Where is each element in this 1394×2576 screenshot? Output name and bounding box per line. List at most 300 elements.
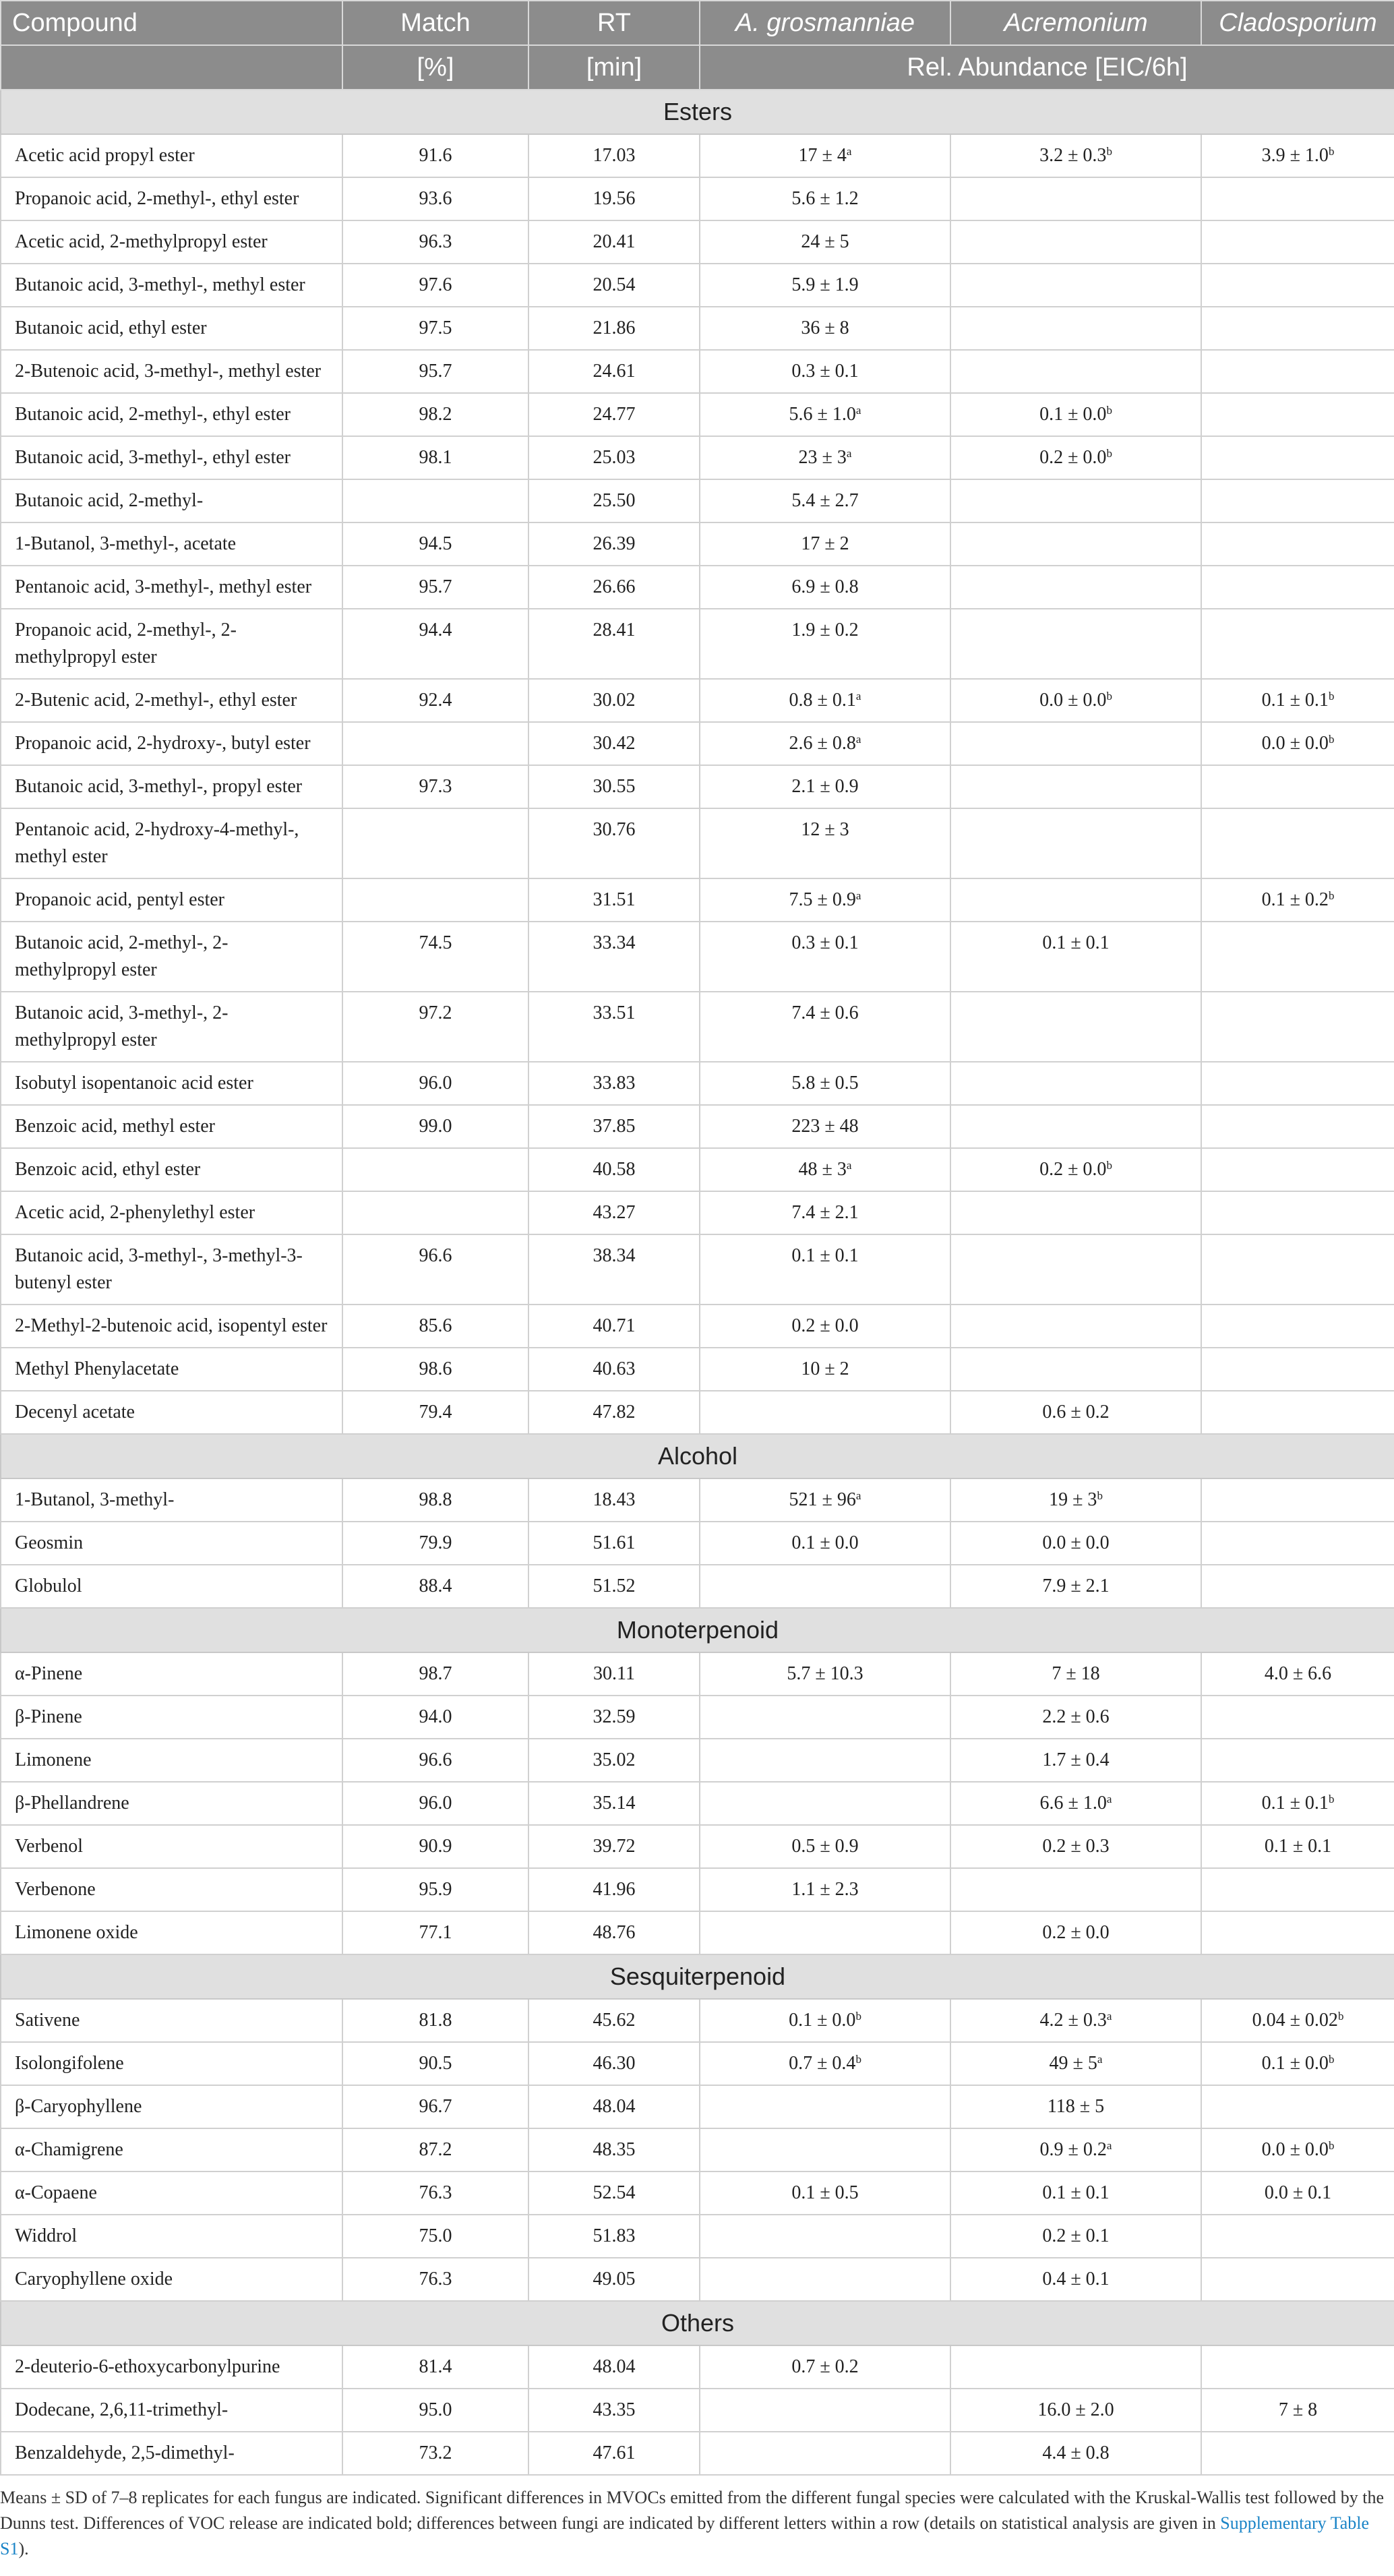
match-value-cell: [342, 722, 528, 765]
significance-letter: b: [1328, 690, 1335, 702]
table-row: [1, 1999, 1394, 2042]
table-row: [1, 878, 1394, 922]
compound-name-cell: [1, 393, 342, 436]
compound-name-cell: [1, 264, 342, 307]
match-value: 81.4: [419, 2356, 452, 2377]
a-grosmanniae-value: 12 ± 3: [801, 819, 849, 840]
acremonium-value: 7.9 ± 2.1: [1042, 1576, 1110, 1596]
a-grosmanniae-value: 7.4 ± 0.6: [791, 1002, 859, 1023]
a-grosmanniae-value-cell: [700, 479, 950, 522]
rt-value-cell: [528, 922, 700, 992]
rt-value-cell: [528, 722, 700, 765]
rt-value: 18.43: [593, 1489, 636, 1510]
match-value: 81.8: [419, 2010, 452, 2031]
a-grosmanniae-value: 36 ± 8: [801, 318, 849, 338]
cladosporium-value-cell: [1201, 1739, 1394, 1782]
table-row: [1, 992, 1394, 1062]
table-row: [1, 2042, 1394, 2085]
cladosporium-value-cell: [1201, 992, 1394, 1062]
cladosporium-value-cell: [1201, 2345, 1394, 2389]
acremonium-value-cell: [950, 436, 1201, 479]
rt-value: 17.03: [593, 145, 636, 166]
match-value: 73.2: [419, 2443, 452, 2463]
cladosporium-value-cell: [1201, 722, 1394, 765]
match-value-cell: [342, 1391, 528, 1434]
match-value-cell: [342, 2389, 528, 2432]
rt-value: 21.86: [593, 318, 636, 338]
a-grosmanniae-value: 2.1 ± 0.9: [791, 776, 859, 797]
rt-value-cell: [528, 2171, 700, 2215]
acremonium-value-cell: [950, 992, 1201, 1062]
rt-value-cell: [528, 2128, 700, 2171]
supplementary-table-link[interactable]: Supplementary Table S1: [0, 2513, 1370, 2558]
acremonium-value-cell: [950, 1825, 1201, 1868]
cladosporium-value-cell: [1201, 1522, 1394, 1565]
rt-value: 20.41: [593, 231, 636, 252]
compound-name: Pentanoic acid, 3-methyl-, methyl ester: [15, 576, 312, 597]
rt-value-cell: [528, 1348, 700, 1391]
compound-name-cell: [1, 1565, 342, 1608]
match-value: 95.9: [419, 1879, 452, 1900]
match-value: 98.7: [419, 1663, 452, 1684]
rt-value: 40.71: [593, 1315, 636, 1336]
cladosporium-value: 0.0 ± 0.0: [1261, 2139, 1329, 2160]
compound-name-cell: [1, 679, 342, 722]
cladosporium-value-cell: [1201, 1478, 1394, 1522]
a-grosmanniae-value-cell: [700, 2128, 950, 2171]
match-value-cell: [342, 177, 528, 220]
a-grosmanniae-value-cell: [700, 1348, 950, 1391]
compound-name: Isobutyl isopentanoic acid ester: [15, 1073, 253, 1094]
a-grosmanniae-value: 0.1 ± 0.5: [791, 2182, 859, 2203]
match-value-cell: [342, 307, 528, 350]
match-value-cell: [342, 1825, 528, 1868]
a-grosmanniae-value-cell: [700, 992, 950, 1062]
compound-name-cell: [1, 1105, 342, 1148]
match-value: 97.6: [419, 274, 452, 295]
rt-value: 51.83: [593, 2225, 636, 2246]
significance-letter: b: [1106, 1159, 1112, 1172]
a-grosmanniae-value-cell: [700, 609, 950, 679]
rt-value: 30.76: [593, 819, 636, 840]
table-row: [1, 1305, 1394, 1348]
rt-value-cell: [528, 2042, 700, 2085]
compound-name: Butanoic acid, 3-methyl-, methyl ester: [15, 274, 305, 295]
compound-name-cell: [1, 1191, 342, 1234]
match-value-cell: [342, 878, 528, 922]
cladosporium-value-cell: [1201, 1911, 1394, 1954]
a-grosmanniae-value: 223 ± 48: [791, 1116, 859, 1137]
rt-value: 26.39: [593, 533, 636, 554]
a-grosmanniae-value: 5.7 ± 10.3: [787, 1663, 863, 1684]
rt-value: 26.66: [593, 576, 636, 597]
compound-name: Isolongifolene: [15, 2053, 124, 2074]
rt-value: 38.34: [593, 1245, 636, 1266]
compound-name: Butanoic acid, 2-methyl-, ethyl ester: [15, 404, 291, 425]
compound-name: Globulol: [15, 1576, 82, 1596]
acremonium-value-cell: [950, 2171, 1201, 2215]
cladosporium-value-cell: [1201, 878, 1394, 922]
compound-name: Caryophyllene oxide: [15, 2269, 173, 2289]
compound-name-cell: [1, 1739, 342, 1782]
a-grosmanniae-value: 0.5 ± 0.9: [791, 1836, 859, 1857]
match-value-cell: [342, 765, 528, 808]
rt-value-cell: [528, 264, 700, 307]
rt-value-cell: [528, 2258, 700, 2301]
compound-name: α-Copaene: [15, 2182, 97, 2203]
rt-value-cell: [528, 2215, 700, 2258]
acremonium-value: 2.2 ± 0.6: [1042, 1706, 1110, 1727]
a-grosmanniae-value: 5.6 ± 1.0: [789, 404, 856, 425]
acremonium-value-cell: [950, 765, 1201, 808]
table-row: [1, 264, 1394, 307]
compound-name: Propanoic acid, 2-methyl-, ethyl ester: [15, 188, 299, 209]
match-value-cell: [342, 2128, 528, 2171]
a-grosmanniae-value-cell: [700, 2389, 950, 2432]
cladosporium-value-cell: [1201, 2042, 1394, 2085]
rt-value: 52.54: [593, 2182, 636, 2203]
compound-name: Butanoic acid, ethyl ester: [15, 318, 207, 338]
a-grosmanniae-value: 0.3 ± 0.1: [791, 932, 859, 953]
rt-value-cell: [528, 307, 700, 350]
significance-letter: a: [855, 404, 861, 417]
match-value-cell: [342, 1305, 528, 1348]
rt-value: 28.41: [593, 620, 636, 640]
a-grosmanniae-value: 0.1 ± 0.0: [791, 1532, 859, 1553]
rt-value-cell: [528, 1739, 700, 1782]
header-units-row: [1, 45, 1394, 90]
rt-value-cell: [528, 220, 700, 264]
rt-value-cell: [528, 1652, 700, 1696]
rt-value-cell: [528, 2389, 700, 2432]
match-value: 79.9: [419, 1532, 452, 1553]
a-grosmanniae-value: 17 ± 2: [801, 533, 849, 554]
acremonium-value-cell: [950, 878, 1201, 922]
match-value-cell: [342, 1696, 528, 1739]
a-grosmanniae-value-cell: [700, 878, 950, 922]
compound-name: Butanoic acid, 3-methyl-, propyl ester: [15, 776, 303, 797]
match-value-cell: [342, 1478, 528, 1522]
compound-name-cell: [1, 992, 342, 1062]
compound-name: Butanoic acid, 3-methyl-, 2-methylpropyl ester: [15, 1002, 229, 1050]
acremonium-value-cell: [950, 609, 1201, 679]
a-grosmanniae-value: 1.9 ± 0.2: [791, 620, 859, 640]
acremonium-value-cell: [950, 522, 1201, 566]
compound-name: Butanoic acid, 2-methyl-: [15, 490, 204, 511]
rt-value: 39.72: [593, 1836, 636, 1857]
table-row: [1, 2258, 1394, 2301]
compound-name-cell: [1, 1391, 342, 1434]
table-row: [1, 922, 1394, 992]
a-grosmanniae-value-cell: [700, 1565, 950, 1608]
a-grosmanniae-value-cell: [700, 679, 950, 722]
compound-name: Decenyl acetate: [15, 1402, 135, 1422]
table-row: [1, 1652, 1394, 1696]
compound-name: Pentanoic acid, 2-hydroxy-4-methyl-, methyl ester: [15, 819, 299, 867]
compound-name-cell: [1, 479, 342, 522]
compound-name-cell: [1, 722, 342, 765]
acremonium-value-cell: [950, 1565, 1201, 1608]
compound-name-cell: [1, 2215, 342, 2258]
match-value: 90.9: [419, 1836, 452, 1857]
match-value-cell: [342, 679, 528, 722]
compound-name: Propanoic acid, 2-methyl-, 2-methylpropyl ester: [15, 620, 237, 667]
cladosporium-value-cell: [1201, 1565, 1394, 1608]
a-grosmanniae-value-cell: [700, 2345, 950, 2389]
acremonium-value: 0.2 ± 0.3: [1042, 1836, 1110, 1857]
acremonium-value: 0.1 ± 0.1: [1042, 932, 1110, 953]
a-grosmanniae-value-cell: [700, 808, 950, 878]
section-header-row: [1, 90, 1394, 134]
significance-letter: b: [1337, 2010, 1344, 2023]
a-grosmanniae-value-cell: [700, 393, 950, 436]
table-row: [1, 350, 1394, 393]
match-value: 97.3: [419, 776, 452, 797]
acremonium-value-cell: [950, 1234, 1201, 1305]
rt-value: 30.02: [593, 690, 636, 711]
table-body: [1, 90, 1394, 2475]
match-value: 94.4: [419, 620, 452, 640]
rt-value: 33.83: [593, 1073, 636, 1094]
match-value-cell: [342, 1739, 528, 1782]
table-row: [1, 679, 1394, 722]
match-value-cell: [342, 220, 528, 264]
acremonium-value-cell: [950, 307, 1201, 350]
cladosporium-value-cell: [1201, 1825, 1394, 1868]
rt-value: 24.77: [593, 404, 636, 425]
table-row: [1, 220, 1394, 264]
match-value: 94.5: [419, 533, 452, 554]
significance-letter: b: [1328, 733, 1335, 746]
a-grosmanniae-value: 24 ± 5: [801, 231, 849, 252]
acremonium-value-cell: [950, 1652, 1201, 1696]
a-grosmanniae-value-cell: [700, 1522, 950, 1565]
match-value: 77.1: [419, 1922, 452, 1943]
acremonium-value-cell: [950, 220, 1201, 264]
acremonium-value: 0.1 ± 0.0: [1039, 404, 1107, 425]
compound-name: α-Chamigrene: [15, 2139, 123, 2160]
compound-name-cell: [1, 1062, 342, 1105]
acremonium-value-cell: [950, 2258, 1201, 2301]
cladosporium-value-cell: [1201, 177, 1394, 220]
compound-name-cell: [1, 609, 342, 679]
match-value-cell: [342, 264, 528, 307]
acremonium-value-cell: [950, 1305, 1201, 1348]
section-header-row: [1, 1954, 1394, 1999]
table-row: [1, 1062, 1394, 1105]
rt-value-cell: [528, 1868, 700, 1911]
rt-value: 24.61: [593, 361, 636, 382]
cladosporium-value-cell: [1201, 2258, 1394, 2301]
match-value-cell: [342, 2432, 528, 2475]
compound-name: Acetic acid propyl ester: [15, 145, 195, 166]
cladosporium-value-cell: [1201, 522, 1394, 566]
a-grosmanniae-value: 0.3 ± 0.1: [791, 361, 859, 382]
a-grosmanniae-value-cell: [700, 1999, 950, 2042]
compound-name: 1-Butanol, 3-methyl-, acetate: [15, 533, 237, 554]
table-row: [1, 2171, 1394, 2215]
cladosporium-value: 0.1 ± 0.1: [1261, 690, 1329, 711]
a-grosmanniae-value-cell: [700, 1105, 950, 1148]
table-row: [1, 436, 1394, 479]
compound-name-cell: [1, 522, 342, 566]
a-grosmanniae-value: 0.7 ± 0.4: [789, 2053, 856, 2074]
compound-name: Benzoic acid, methyl ester: [15, 1116, 215, 1137]
acremonium-value-cell: [950, 1782, 1201, 1825]
a-grosmanniae-value-cell: [700, 922, 950, 992]
cladosporium-value-cell: [1201, 765, 1394, 808]
compound-name: α-Pinene: [15, 1663, 83, 1684]
cladosporium-value-cell: [1201, 566, 1394, 609]
a-grosmanniae-value-cell: [700, 350, 950, 393]
rt-value-cell: [528, 1191, 700, 1234]
header-match: Match: [342, 1, 528, 45]
table-row: [1, 1739, 1394, 1782]
a-grosmanniae-value-cell: [700, 1825, 950, 1868]
acremonium-value: 0.9 ± 0.2: [1039, 2139, 1107, 2160]
cladosporium-value-cell: [1201, 134, 1394, 177]
a-grosmanniae-value: 7.4 ± 2.1: [791, 1202, 859, 1223]
rt-value: 33.34: [593, 932, 636, 953]
compound-name-cell: [1, 2171, 342, 2215]
cladosporium-value: 0.1 ± 0.1: [1264, 1836, 1332, 1857]
match-value-cell: [342, 2085, 528, 2128]
table-row: [1, 2215, 1394, 2258]
a-grosmanniae-value-cell: [700, 1191, 950, 1234]
match-value-cell: [342, 1348, 528, 1391]
significance-letter: b: [1097, 1489, 1103, 1502]
cladosporium-value-cell: [1201, 679, 1394, 722]
a-grosmanniae-value: 521 ± 96: [789, 1489, 856, 1510]
acremonium-value-cell: [950, 1148, 1201, 1191]
acremonium-value-cell: [950, 566, 1201, 609]
a-grosmanniae-value-cell: [700, 134, 950, 177]
compound-name-cell: [1, 1478, 342, 1522]
match-value: 98.1: [419, 447, 452, 468]
match-value-cell: [342, 1782, 528, 1825]
match-value-cell: [342, 1191, 528, 1234]
rt-value: 51.52: [593, 1576, 636, 1596]
table-row: [1, 1105, 1394, 1148]
table-row: [1, 765, 1394, 808]
a-grosmanniae-value-cell: [700, 1782, 950, 1825]
rt-value: 37.85: [593, 1116, 636, 1137]
rt-value-cell: [528, 436, 700, 479]
rt-value-cell: [528, 878, 700, 922]
compound-name: Verbenone: [15, 1879, 96, 1900]
rt-value-cell: [528, 479, 700, 522]
compound-name-cell: [1, 878, 342, 922]
compound-name-cell: [1, 436, 342, 479]
rt-value: 48.35: [593, 2139, 636, 2160]
match-value: 98.6: [419, 1358, 452, 1379]
header-compound: Compound: [1, 1, 342, 45]
acremonium-value-cell: [950, 2085, 1201, 2128]
compound-name: Propanoic acid, 2-hydroxy-, butyl ester: [15, 733, 311, 754]
match-value-cell: [342, 1652, 528, 1696]
compound-name: Butanoic acid, 2-methyl-, 2-methylpropyl ester: [15, 932, 229, 980]
compound-name-cell: [1, 2432, 342, 2475]
acremonium-value-cell: [950, 2042, 1201, 2085]
table-row: [1, 609, 1394, 679]
match-value: 95.0: [419, 2399, 452, 2420]
acremonium-value-cell: [950, 2432, 1201, 2475]
rt-value-cell: [528, 2085, 700, 2128]
a-grosmanniae-value-cell: [700, 566, 950, 609]
acremonium-value-cell: [950, 808, 1201, 878]
cladosporium-value-cell: [1201, 220, 1394, 264]
cladosporium-value: 0.04 ± 0.02: [1252, 2010, 1338, 2031]
acremonium-value-cell: [950, 393, 1201, 436]
significance-letter: b: [1106, 447, 1112, 460]
match-value: 97.2: [419, 1002, 452, 1023]
match-value-cell: [342, 992, 528, 1062]
match-value: 98.8: [419, 1489, 452, 1510]
rt-value-cell: [528, 2345, 700, 2389]
section-title: Others: [1, 2301, 1394, 2345]
significance-letter: a: [846, 1159, 852, 1172]
match-value: 94.0: [419, 1706, 452, 1727]
a-grosmanniae-value: 5.8 ± 0.5: [791, 1073, 859, 1094]
match-value-cell: [342, 1565, 528, 1608]
rt-value: 43.35: [593, 2399, 636, 2420]
compound-name-cell: [1, 1868, 342, 1911]
compound-name-cell: [1, 134, 342, 177]
a-grosmanniae-value-cell: [700, 436, 950, 479]
acremonium-value-cell: [950, 1062, 1201, 1105]
match-value-cell: [342, 2258, 528, 2301]
match-value: 96.0: [419, 1793, 452, 1814]
cladosporium-value-cell: [1201, 1782, 1394, 1825]
compound-name: Benzoic acid, ethyl ester: [15, 1159, 201, 1180]
a-grosmanniae-value: 5.4 ± 2.7: [791, 490, 859, 511]
header-match-unit: [%]: [342, 45, 528, 90]
a-grosmanniae-value: 0.1 ± 0.0: [789, 2010, 856, 2031]
acremonium-value-cell: [950, 1348, 1201, 1391]
compound-name: Limonene oxide: [15, 1922, 138, 1943]
table-row: [1, 1782, 1394, 1825]
significance-letter: b: [1328, 145, 1335, 158]
rt-value: 40.58: [593, 1159, 636, 1180]
a-grosmanniae-value-cell: [700, 1148, 950, 1191]
compound-name: Butanoic acid, 3-methyl-, ethyl ester: [15, 447, 291, 468]
rt-value: 45.62: [593, 2010, 636, 2031]
acremonium-value-cell: [950, 2128, 1201, 2171]
a-grosmanniae-value: 5.6 ± 1.2: [791, 188, 859, 209]
compound-name-cell: [1, 922, 342, 992]
cladosporium-value: 0.0 ± 0.1: [1264, 2182, 1332, 2203]
acremonium-value-cell: [950, 1105, 1201, 1148]
header-fungus-acremonium: Acremonium: [950, 1, 1201, 45]
cladosporium-value: 0.1 ± 0.2: [1261, 889, 1329, 910]
a-grosmanniae-value: 17 ± 4: [798, 145, 847, 166]
match-value: 98.2: [419, 404, 452, 425]
a-grosmanniae-value: 48 ± 3: [798, 1159, 847, 1180]
acremonium-value-cell: [950, 679, 1201, 722]
match-value-cell: [342, 1522, 528, 1565]
a-grosmanniae-value-cell: [700, 2085, 950, 2128]
rt-value-cell: [528, 609, 700, 679]
significance-letter: b: [1106, 404, 1112, 417]
table-row: [1, 1696, 1394, 1739]
section-title: Sesquiterpenoid: [1, 1954, 1394, 1999]
match-value-cell: [342, 2215, 528, 2258]
cladosporium-value-cell: [1201, 479, 1394, 522]
rt-value: 35.02: [593, 1749, 636, 1770]
significance-letter: b: [1106, 145, 1112, 158]
acremonium-value: 0.0 ± 0.0: [1039, 690, 1107, 711]
footnote-text: Means ± SD of 7–8 replicates for each fungus are indicated. Significant differences in MVOCs emitted from the different fungal species were calculated with the Kruskal-Wallis test followed by the Dunns test. Differences of VOC release are indicated bold; differences between fungi are indicated by different letters within a row (details on statistical analysis are given in: [0, 2488, 1385, 2533]
